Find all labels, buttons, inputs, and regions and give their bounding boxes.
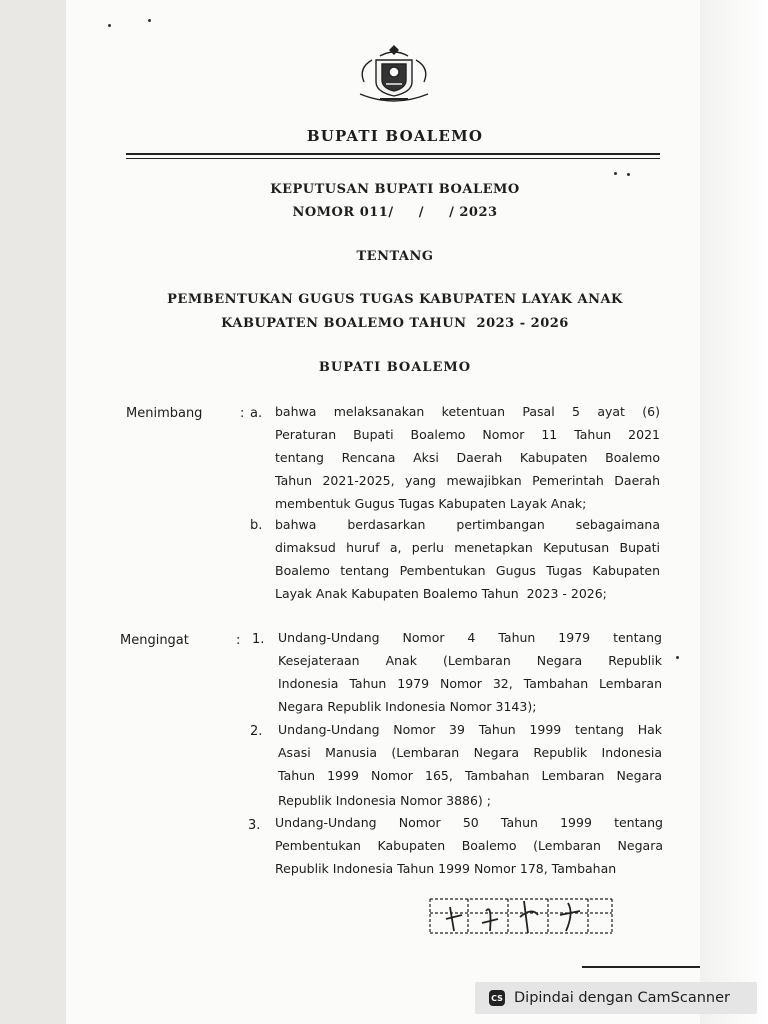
decision-number: NOMOR 011/ / / 2023 xyxy=(292,205,498,220)
menimbang-a-line: membentuk Gugus Tugas Kabupaten Layak Anak; xyxy=(275,496,587,511)
menimbang-b-line: Layak Anak Kabupaten Boalemo Tahun 2023 - 2026; xyxy=(275,586,607,601)
menimbang-colon: : xyxy=(240,406,245,421)
list-marker: 3. xyxy=(248,818,261,833)
mengingat-colon: : xyxy=(236,633,241,648)
menimbang-label: Menimbang xyxy=(126,406,203,421)
issuer-heading: BUPATI BOALEMO xyxy=(318,360,472,375)
subject-line-2: KABUPATEN BOALEMO TAHUN 2023 - 2026 xyxy=(221,316,569,331)
camscanner-watermark xyxy=(475,982,757,1014)
menimbang-b-line: Boalemo tentang Pembentukan Gugus Tugas Kabupaten xyxy=(275,563,660,578)
decision-title: KEPUTUSAN BUPATI BOALEMO xyxy=(270,182,520,197)
footer-rule xyxy=(582,966,700,968)
mengingat-2-line: Republik Indonesia Nomor 3886) ; xyxy=(278,793,491,808)
menimbang-b-line: dimaksud huruf a, perlu menetapkan Keputusan Bupati xyxy=(275,540,660,555)
initials-stamp xyxy=(428,893,614,939)
camscanner-text: Dipindai dengan CamScanner xyxy=(514,990,731,1006)
scan-speck xyxy=(148,19,151,22)
menimbang-a-line: tentang Rencana Aksi Daerah Kabupaten Boalemo xyxy=(275,450,660,465)
header-rule-thin xyxy=(126,158,660,159)
scan-speck xyxy=(614,172,617,175)
mengingat-label: Mengingat xyxy=(120,633,189,648)
mengingat-2-line: Asasi Manusia (Lembaran Negara Republik Indonesia xyxy=(278,745,662,760)
list-marker: b. xyxy=(250,518,263,533)
menimbang-b-line: bahwa berdasarkan pertimbangan sebagaimana xyxy=(275,517,660,532)
scan-margin xyxy=(700,0,768,1024)
mengingat-1-line: Negara Republik Indonesia Nomor 3143); xyxy=(278,699,537,714)
tentang-heading: TENTANG xyxy=(356,249,434,264)
mengingat-1-line: Undang-Undang Nomor 4 Tahun 1979 tentang xyxy=(278,630,662,645)
subject-line-1: PEMBENTUKAN GUGUS TUGAS KABUPATEN LAYAK ANAK xyxy=(167,292,623,307)
list-marker: 1. xyxy=(252,632,265,647)
list-marker: a. xyxy=(250,406,263,421)
header-title: BUPATI BOALEMO xyxy=(306,127,484,145)
camscanner-logo-icon: CS xyxy=(489,990,505,1006)
menimbang-a-line: Tahun 2021-2025, yang mewajibkan Pemerintah Daerah xyxy=(275,473,660,488)
mengingat-3-line: Republik Indonesia Tahun 1999 Nomor 178, Tambahan xyxy=(275,861,617,876)
mengingat-3-line: Pembentukan Kabupaten Boalemo (Lembaran Negara xyxy=(275,838,663,853)
menimbang-a-line: bahwa melaksanakan ketentuan Pasal 5 ayat (6) xyxy=(275,404,660,419)
menimbang-a-line: Peraturan Bupati Boalemo Nomor 11 Tahun 2021 xyxy=(275,427,660,442)
mengingat-1-line: Indonesia Tahun 1979 Nomor 32, Tambahan Lembaran xyxy=(278,676,662,691)
mengingat-2-line: Undang-Undang Nomor 39 Tahun 1999 tentang Hak xyxy=(278,722,662,737)
mengingat-2-line: Tahun 1999 Nomor 165, Tambahan Lembaran Negara xyxy=(278,768,662,783)
scan-speck xyxy=(676,656,679,659)
scan-speck xyxy=(108,24,111,27)
list-marker: 2. xyxy=(250,724,263,739)
scan-speck xyxy=(627,173,630,176)
mengingat-3-line: Undang-Undang Nomor 50 Tahun 1999 tentang xyxy=(275,815,663,830)
coat-of-arms-emblem xyxy=(350,42,438,108)
mengingat-1-line: Kesejateraan Anak (Lembaran Negara Republik xyxy=(278,653,662,668)
header-rule-thick xyxy=(126,153,660,155)
